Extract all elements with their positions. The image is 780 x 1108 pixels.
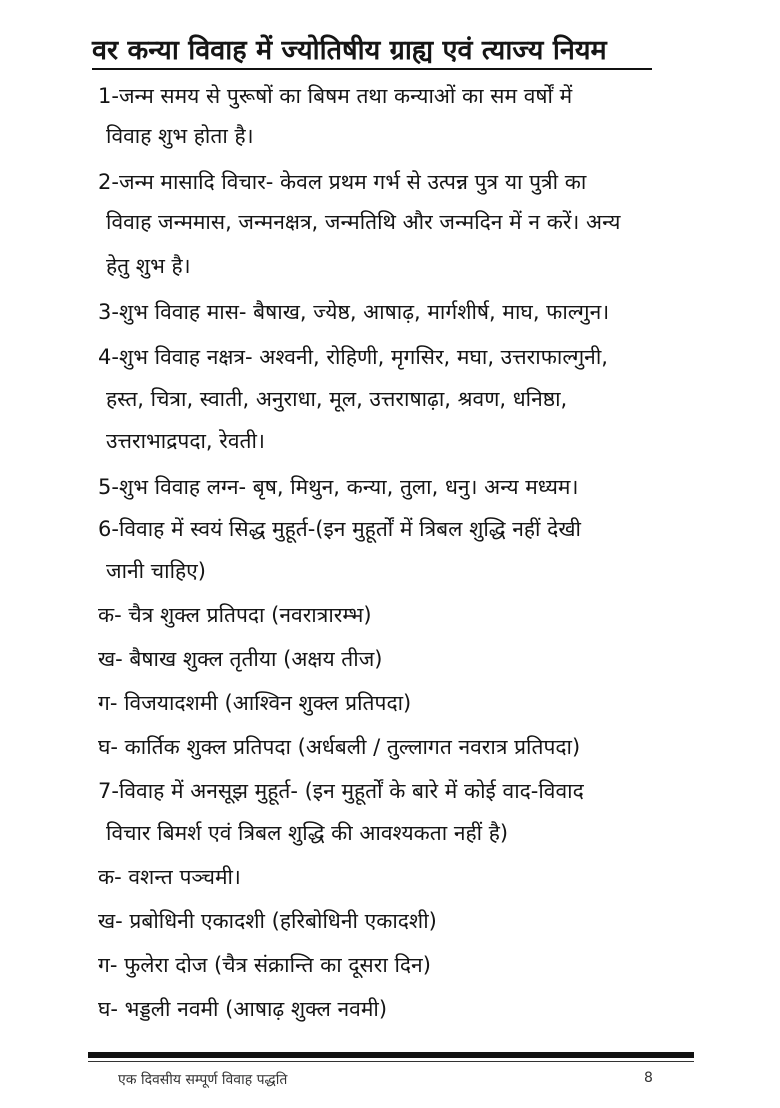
footer-book-title: एक दिवसीय सम्पूर्ण विवाह पद्धति xyxy=(118,1072,288,1088)
footer-rule-thick xyxy=(88,1052,694,1058)
footer-rule-thin xyxy=(88,1061,694,1062)
page-title: वर कन्या विवाह में ज्योतिषीय ग्राह्य एवं त्याज्य नियम xyxy=(92,35,607,66)
text-line: 2-जन्म मासादि विचार- केवल प्रथम गर्भ से उत्पन्न पुत्र या पुत्री का xyxy=(98,170,587,194)
text-line: ख- बैषाख शुक्ल तृतीया (अक्षय तीज) xyxy=(98,647,383,671)
text-line: 7-विवाह में अनसूझ मुहूर्त- (इन मुहूर्तों के बारे में कोई वाद-विवाद xyxy=(98,779,584,803)
text-line: 1-जन्म समय से पुरूषों का बिषम तथा कन्याओं का सम वर्षों में xyxy=(98,84,573,108)
text-line: उत्तराभाद्रपदा, रेवती। xyxy=(106,429,265,453)
text-line: क- वशन्त पञ्चमी। xyxy=(98,865,241,889)
text-line: ग- विजयादशमी (आश्विन शुक्ल प्रतिपदा) xyxy=(98,691,412,715)
title-underline xyxy=(92,68,652,70)
page-number: 8 xyxy=(644,1070,653,1086)
text-line: हेतु शुभ है। xyxy=(106,254,191,278)
text-line: घ- भड्डली नवमी (आषाढ़ शुक्ल नवमी) xyxy=(98,997,388,1021)
text-line: जानी चाहिए) xyxy=(106,559,206,583)
text-line: 6-विवाह में स्वयं सिद्ध मुहूर्त-(इन मुहूर्तों में त्रिबल शुद्धि नहीं देखी xyxy=(98,517,581,541)
text-line: 5-शुभ विवाह लग्न- बृष, मिथुन, कन्या, तुला, धनु। अन्य मध्यम। xyxy=(98,475,579,499)
text-line: ख- प्रबोधिनी एकादशी (हरिबोधिनी एकादशी) xyxy=(98,909,437,933)
text-line: 4-शुभ विवाह नक्षत्र- अश्वनी, रोहिणी, मृगसिर, मघा, उत्तराफाल्गुनी, xyxy=(98,345,608,369)
text-line: विवाह जन्ममास, जन्मनक्षत्र, जन्मतिथि और जन्मदिन में न करें। अन्य xyxy=(106,210,621,234)
text-line: घ- कार्तिक शुक्ल प्रतिपदा (अर्धबली / तुल्लागत नवरात्र प्रतिपदा) xyxy=(98,735,581,759)
text-line: 3-शुभ विवाह मास- बैषाख, ज्येष्ठ, आषाढ़, मार्गशीर्ष, माघ, फाल्गुन। xyxy=(98,300,610,324)
text-line: विवाह शुभ होता है। xyxy=(106,124,254,148)
text-line: ग- फुलेरा दोज (चैत्र संक्रान्ति का दूसरा दिन) xyxy=(98,953,431,977)
text-line: क- चैत्र शुक्ल प्रतिपदा (नवरात्रारम्भ) xyxy=(98,603,372,627)
text-line: विचार बिमर्श एवं त्रिबल शुद्धि की आवश्यकता नहीं है) xyxy=(106,821,509,845)
text-line: हस्त, चित्रा, स्वाती, अनुराधा, मूल, उत्तराषाढ़ा, श्रवण, धनिष्ठा, xyxy=(106,387,568,411)
